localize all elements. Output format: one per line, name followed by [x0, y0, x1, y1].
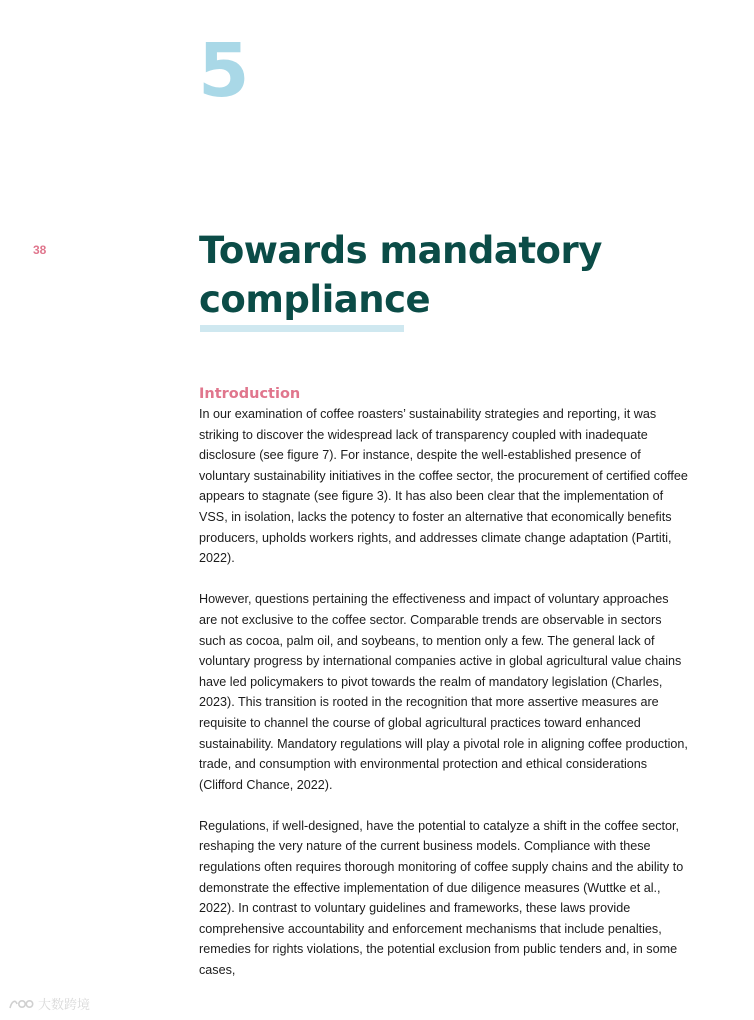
section-heading: Introduction — [199, 386, 301, 402]
page-number: 38 — [33, 243, 47, 257]
paragraph-1: In our examination of coffee roasters’ sustainability strategies and reporting, it was striking to discover the widespread lack of transparency coupled with inadequate disclosure (see figure 7). For instance, despite the well-established presence of voluntary sustainability initiatives in the coffee sector, the procurement of certified coffee appears to stagnate (see figure 3). It has also been clear that the implementation of VSS, in isolation, lacks the potency to foster an alternative that economically benefits producers, upholds workers rights, and addresses climate change adaptation (Partiti, 2022). — [199, 407, 688, 566]
title-underline — [200, 325, 404, 332]
paragraph-3: Regulations, if well-designed, have the potential to catalyze a shift in the coffee sector, reshaping the very nature of the current business models. Compliance with these regulations often requires thorough monitoring of coffee supply chains and the ability to demonstrate the effective implementation of due diligence measures (Wuttke et al., 2022). In contrast to voluntary guidelines and frameworks, these laws provide comprehensive accountability and enforcement mechanisms that include penalties, remedies for rights violations, the potential exclusion from public tenders and, in some cases, — [199, 818, 684, 978]
watermark-text: 大数跨境 — [38, 998, 91, 1013]
chapter-title-line2: compliance — [199, 278, 431, 321]
body-text — [199, 404, 689, 1001]
chapter-number: 5 — [198, 28, 250, 114]
chapter-title — [199, 226, 699, 324]
chapter-title-line1: Towards mandatory — [199, 229, 602, 272]
watermark — [8, 994, 90, 1013]
watermark-logo-icon — [8, 997, 34, 1011]
paragraph-2: However, questions pertaining the effectiveness and impact of voluntary approaches are not exclusive to the coffee sector. Comparable trends are observable in sectors such as cocoa, palm oil, and soybeans, to mention only a few. The general lack of voluntary progress by international companies active in global agricultural value chains have led policymakers to pivot towards the realm of mandatory legislation (Charles, 2023). This transition is rooted in the recognition that more assertive measures are requisite to channel the course of global agricultural practices toward enhanced sustainability. Mandatory regulations will play a pivotal role in aligning coffee production, trade, and consumption with environmental protection and ethical considerations (Clifford Chance, 2022). — [199, 592, 688, 792]
